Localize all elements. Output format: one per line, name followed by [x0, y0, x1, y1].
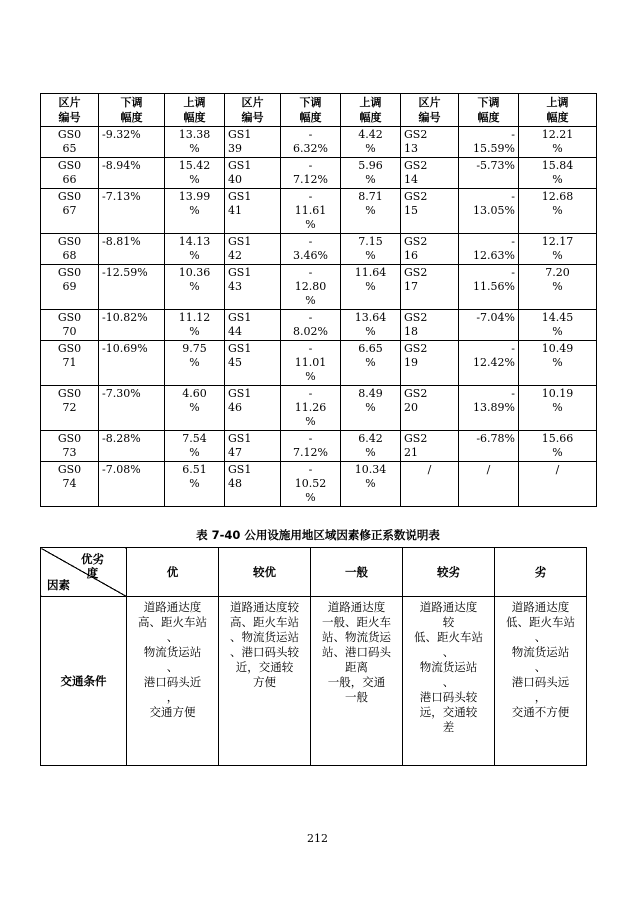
table-cell: -8.81% [99, 234, 165, 265]
table-cell: 14.45 % [519, 310, 597, 341]
table-cell: -12.59% [99, 265, 165, 310]
table-cell: -10.82% [99, 310, 165, 341]
table-row [41, 127, 597, 158]
table-cell: 7.20 % [519, 265, 597, 310]
description-poor: 道路通达度 较 低、距火车站 、 物流货运站 、 港口码头较 远，交通较 差 [403, 597, 495, 766]
table-cell: 6.51 % [165, 462, 225, 507]
table-cell: 7.15 % [341, 234, 401, 265]
table-cell: 10.49 % [519, 341, 597, 386]
column-header: 上调 幅度 [519, 94, 597, 127]
adjustment-range-table [40, 93, 597, 507]
table-row [41, 158, 597, 189]
table-cell: 4.60 % [165, 386, 225, 431]
column-header: 区片 编号 [225, 94, 281, 127]
table-cell: -7.30% [99, 386, 165, 431]
table-cell: GS1 46 [225, 386, 281, 431]
table-cell: 13.38 % [165, 127, 225, 158]
table-cell: GS1 39 [225, 127, 281, 158]
table-row [41, 431, 597, 462]
table-cell: GS1 41 [225, 189, 281, 234]
table-cell: -10.69% [99, 341, 165, 386]
table-cell: -7.13% [99, 189, 165, 234]
table-cell: GS0 73 [41, 431, 99, 462]
diagonal-header-cell [41, 548, 127, 597]
table-cell: GS1 44 [225, 310, 281, 341]
grade-axis-label: 优劣 度 [81, 552, 104, 580]
table-cell: / [519, 462, 597, 507]
table-cell: GS2 21 [401, 431, 459, 462]
factor-name: 交通条件 [41, 597, 127, 766]
grade-header-poor: 较劣 [403, 548, 495, 597]
table-cell: GS0 70 [41, 310, 99, 341]
table-cell: -6.78% [459, 431, 519, 462]
grade-header-good: 较优 [219, 548, 311, 597]
description-worst: 道路通达度 低、距火车站 、 物流货运站 、 港口码头远 ， 交通不方便 [495, 597, 587, 766]
table-cell: GS2 19 [401, 341, 459, 386]
table-cell: 12.68 % [519, 189, 597, 234]
table-cell: 11.64 % [341, 265, 401, 310]
table-cell: 11.12 % [165, 310, 225, 341]
table-cell: 7.54 % [165, 431, 225, 462]
page-number: 212 [307, 832, 328, 845]
table-cell: 15.66 % [519, 431, 597, 462]
table-cell: GS0 71 [41, 341, 99, 386]
table-cell: GS0 74 [41, 462, 99, 507]
factor-correction-table [40, 547, 587, 766]
table-cell: - 12.63% [459, 234, 519, 265]
table-cell: 10.36 % [165, 265, 225, 310]
table-cell: 15.42 % [165, 158, 225, 189]
table-cell: GS2 20 [401, 386, 459, 431]
table-row [41, 265, 597, 310]
table-cell: 10.34 % [341, 462, 401, 507]
table-cell: 10.19 % [519, 386, 597, 431]
table-cell: GS2 13 [401, 127, 459, 158]
table-row [41, 386, 597, 431]
table-cell: GS1 45 [225, 341, 281, 386]
table-cell: 6.65 % [341, 341, 401, 386]
table-cell: GS0 69 [41, 265, 99, 310]
table-caption: 表 7-40 公用设施用地区域因素修正系数说明表 [196, 528, 440, 542]
table-cell: 15.84 % [519, 158, 597, 189]
table-cell: GS2 15 [401, 189, 459, 234]
table-cell: - 3.46% [281, 234, 341, 265]
column-header: 下调 幅度 [99, 94, 165, 127]
table-header-row [41, 94, 597, 127]
table-row [41, 462, 597, 507]
table-cell: GS0 72 [41, 386, 99, 431]
table-row [41, 597, 587, 766]
table-cell: -9.32% [99, 127, 165, 158]
table-cell: - 11.26 % [281, 386, 341, 431]
table-cell: GS1 40 [225, 158, 281, 189]
description-good: 道路通达度较 高、距火车站 、物流货运站 、港口码头较 近，交通较 方便 [219, 597, 311, 766]
column-header: 上调 幅度 [165, 94, 225, 127]
table-row [41, 189, 597, 234]
table-cell: -7.04% [459, 310, 519, 341]
table-cell: GS0 67 [41, 189, 99, 234]
column-header: 下调 幅度 [459, 94, 519, 127]
table-cell: - 8.02% [281, 310, 341, 341]
table-cell: GS1 42 [225, 234, 281, 265]
table-cell: 13.64 % [341, 310, 401, 341]
table-cell: 12.21 % [519, 127, 597, 158]
table-cell: 8.71 % [341, 189, 401, 234]
table-cell: GS2 18 [401, 310, 459, 341]
description-excellent: 道路通达度 高、距火车站 、 物流货运站 、 港口码头近 ， 交通方便 [127, 597, 219, 766]
grade-header-row [41, 548, 587, 597]
table-cell: 9.75 % [165, 341, 225, 386]
column-header: 上调 幅度 [341, 94, 401, 127]
grade-header-excellent: 优 [127, 548, 219, 597]
column-header: 下调 幅度 [281, 94, 341, 127]
table-row [41, 310, 597, 341]
table-cell: 6.42 % [341, 431, 401, 462]
table-cell: GS1 48 [225, 462, 281, 507]
table-cell: 14.13 % [165, 234, 225, 265]
column-header: 区片 编号 [401, 94, 459, 127]
table-cell: -7.08% [99, 462, 165, 507]
table-cell: - 7.12% [281, 158, 341, 189]
table-cell: - 6.32% [281, 127, 341, 158]
table-cell: GS2 14 [401, 158, 459, 189]
table-cell: / [401, 462, 459, 507]
table-cell: - 13.05% [459, 189, 519, 234]
table-cell: - 11.61 % [281, 189, 341, 234]
table-cell: -8.28% [99, 431, 165, 462]
grade-header-average: 一般 [311, 548, 403, 597]
table-cell: - 12.42% [459, 341, 519, 386]
table-row [41, 341, 597, 386]
table-cell: - 7.12% [281, 431, 341, 462]
table-cell: 8.49 % [341, 386, 401, 431]
table-cell: GS0 66 [41, 158, 99, 189]
description-average: 道路通达度 一般、距火车 站、物流货运 站、港口码头 距离 一般，交通 一般 [311, 597, 403, 766]
table-cell: GS2 16 [401, 234, 459, 265]
grade-header-worst: 劣 [495, 548, 587, 597]
table-cell: GS1 43 [225, 265, 281, 310]
table-cell: - 15.59% [459, 127, 519, 158]
table-cell: -8.94% [99, 158, 165, 189]
table-cell: - 11.01 % [281, 341, 341, 386]
table-cell: - 11.56% [459, 265, 519, 310]
table-cell: - 10.52 % [281, 462, 341, 507]
table-row [41, 234, 597, 265]
table-cell: 4.42 % [341, 127, 401, 158]
table-cell: 5.96 % [341, 158, 401, 189]
table-cell: / [459, 462, 519, 507]
table-cell: - 13.89% [459, 386, 519, 431]
table-cell: GS1 47 [225, 431, 281, 462]
table-cell: GS2 17 [401, 265, 459, 310]
factor-axis-label: 因素 [47, 578, 70, 592]
table-cell: GS0 65 [41, 127, 99, 158]
table-cell: -5.73% [459, 158, 519, 189]
table-cell: - 12.80 % [281, 265, 341, 310]
table-cell: 13.99 % [165, 189, 225, 234]
table-cell: GS0 68 [41, 234, 99, 265]
table-cell: 12.17 % [519, 234, 597, 265]
column-header: 区片 编号 [41, 94, 99, 127]
